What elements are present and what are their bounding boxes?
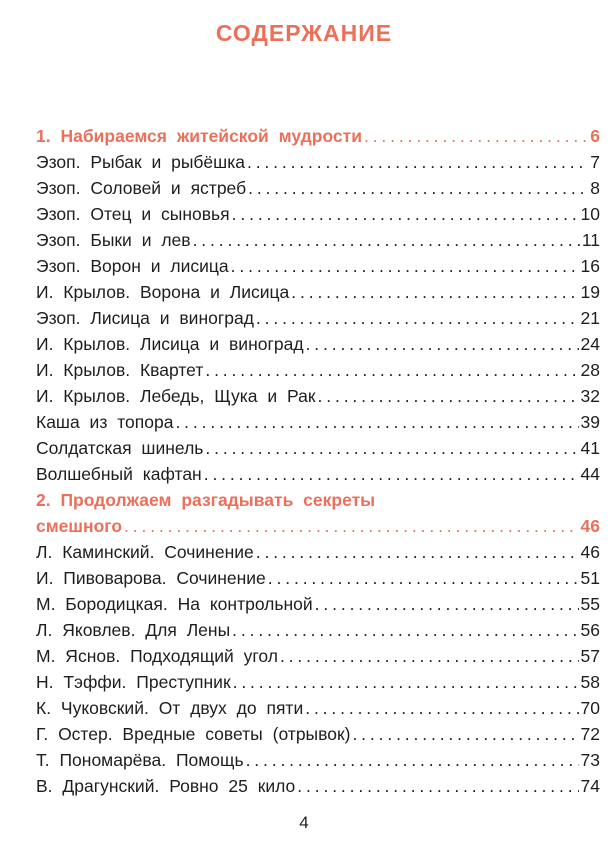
toc-entry[interactable] xyxy=(36,331,600,357)
toc-entry[interactable] xyxy=(36,539,600,565)
section-1-heading[interactable] xyxy=(36,123,600,149)
toc-entry[interactable] xyxy=(36,149,600,175)
entry-title: Солдатская шинель xyxy=(36,438,204,458)
toc-entry[interactable] xyxy=(36,591,600,617)
dot-leader xyxy=(233,669,579,695)
entry-title: Волшебный кафтан xyxy=(36,464,202,484)
toc-entry[interactable] xyxy=(36,279,600,305)
entry-page: 55 xyxy=(580,594,600,614)
toc-entry[interactable] xyxy=(36,669,600,695)
toc-entry[interactable] xyxy=(36,227,600,253)
toc-entry[interactable] xyxy=(36,409,600,435)
toc-entry[interactable] xyxy=(36,461,600,487)
dot-leader xyxy=(193,227,580,253)
toc-entry[interactable] xyxy=(36,201,600,227)
dot-leader xyxy=(247,149,588,175)
toc-entry[interactable] xyxy=(36,747,600,773)
entry-title: Эзоп. Ворон и лисица xyxy=(36,256,229,276)
entry-page: 57 xyxy=(580,646,600,666)
dot-leader xyxy=(175,409,578,435)
entry-page: 70 xyxy=(580,698,600,718)
entry-page: 24 xyxy=(580,334,600,354)
toc-entry[interactable] xyxy=(36,435,600,461)
entry-title: И. Крылов. Лисица и виноград xyxy=(36,334,304,354)
entry-title: И. Крылов. Квартет xyxy=(36,360,204,380)
entry-title: В. Драгунский. Ровно 25 кило xyxy=(36,776,296,796)
dot-leader xyxy=(315,591,579,617)
entry-page: 46 xyxy=(580,542,600,562)
dot-leader xyxy=(232,201,579,227)
toc-entry[interactable] xyxy=(36,643,600,669)
dot-leader xyxy=(256,305,579,331)
toc-entry[interactable] xyxy=(36,175,600,201)
entry-title: Эзоп. Отец и сыновья xyxy=(36,204,230,224)
entry-page: 56 xyxy=(580,620,600,640)
entry-page: 74 xyxy=(580,776,600,796)
dot-leader xyxy=(232,617,578,643)
entry-page: 41 xyxy=(580,438,600,458)
entry-page: 73 xyxy=(580,750,600,770)
page-title: СОДЕРЖАНИЕ xyxy=(215,20,393,46)
entry-page: 51 xyxy=(580,568,600,588)
entry-page: 28 xyxy=(580,360,600,380)
entry-title: М. Бородицкая. На контрольной xyxy=(36,594,313,614)
section-page: 46 xyxy=(580,516,600,536)
section-2-heading[interactable] xyxy=(36,513,600,539)
entry-page: 58 xyxy=(580,672,600,692)
toc-entry[interactable] xyxy=(36,305,600,331)
entry-title: Г. Остер. Вредные советы (отрывок) xyxy=(36,724,351,744)
entry-page: 7 xyxy=(590,152,600,172)
page-number: 4 xyxy=(299,813,309,832)
dot-leader xyxy=(352,721,578,747)
entry-title: Эзоп. Быки и лев xyxy=(36,230,191,250)
entry-title: Л. Яковлев. Для Лены xyxy=(36,620,231,640)
dot-leader xyxy=(306,331,579,357)
entry-title: М. Яснов. Подходящий угол xyxy=(36,646,278,666)
entry-title: Н. Тэффи. Преступник xyxy=(36,672,231,692)
entry-title: Т. Пономарёва. Помощь xyxy=(36,750,244,770)
entry-page: 44 xyxy=(580,464,600,484)
dot-leader xyxy=(204,461,579,487)
dot-leader xyxy=(318,383,579,409)
toc-entry[interactable] xyxy=(36,253,600,279)
dot-leader xyxy=(256,539,579,565)
entry-page: 10 xyxy=(580,204,600,224)
entry-title: К. Чуковский. От двух до пяти xyxy=(36,698,304,718)
dot-leader xyxy=(246,747,579,773)
entry-title: Эзоп. Рыбак и рыбёшка xyxy=(36,152,245,172)
dot-leader xyxy=(124,513,579,539)
entry-title: Каша из топора xyxy=(36,412,174,432)
toc-entry[interactable] xyxy=(36,357,600,383)
dot-leader xyxy=(231,253,579,279)
toc-entry[interactable] xyxy=(36,565,600,591)
toc-entry[interactable] xyxy=(36,695,600,721)
entry-page: 72 xyxy=(580,724,600,744)
entry-page: 8 xyxy=(590,178,600,198)
table-of-contents xyxy=(36,123,600,799)
dot-leader xyxy=(205,435,578,461)
entry-title: И. Крылов. Ворона и Лисица xyxy=(36,282,290,302)
section-2-heading-line-1[interactable]: 2. Продолжаем разгадывать секреты xyxy=(36,490,376,510)
toc-entry[interactable] xyxy=(36,617,600,643)
entry-page: 32 xyxy=(580,386,600,406)
entry-title: Эзоп. Соловей и ястреб xyxy=(36,178,247,198)
dot-leader xyxy=(305,695,578,721)
dot-leader xyxy=(248,175,588,201)
dot-leader xyxy=(297,773,578,799)
toc-entry[interactable] xyxy=(36,721,600,747)
entry-title: И. Крылов. Лебедь, Щука и Рак xyxy=(36,386,316,406)
entry-page: 19 xyxy=(580,282,600,302)
section-title: 1. Набираемся житейской мудрости xyxy=(36,126,362,146)
section-title: смешного xyxy=(36,516,123,536)
dot-leader xyxy=(280,643,579,669)
entry-title: Эзоп. Лисица и виноград xyxy=(36,308,254,328)
dot-leader xyxy=(268,565,579,591)
entry-page: 39 xyxy=(580,412,600,432)
entry-title: Л. Каминский. Сочинение xyxy=(36,542,254,562)
entry-title: И. Пивоварова. Сочинение xyxy=(36,568,266,588)
entry-page: 16 xyxy=(580,256,600,276)
dot-leader xyxy=(205,357,578,383)
dot-leader xyxy=(364,123,588,149)
toc-entry[interactable] xyxy=(36,773,600,799)
toc-entry[interactable] xyxy=(36,383,600,409)
dot-leader xyxy=(291,279,578,305)
entry-page: 11 xyxy=(581,230,600,250)
entry-page: 21 xyxy=(580,308,600,328)
section-page: 6 xyxy=(590,126,600,146)
